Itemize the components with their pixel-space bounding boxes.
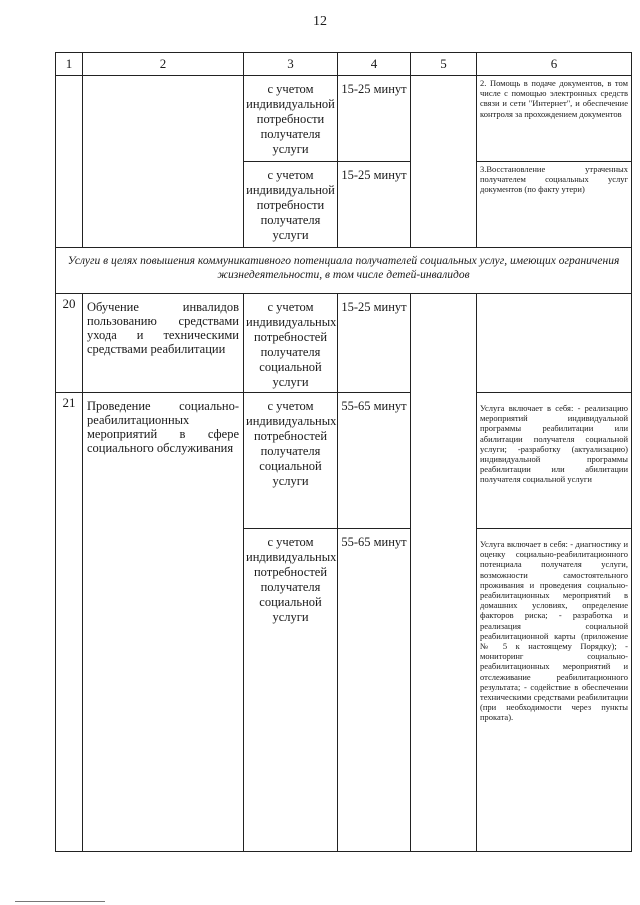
cell-description: Услуга включает в себя: - реализацию мероприятий индивидуальной программы реабилитации или абилитации получателя социальной услуги; -разработку (актуализацию) индивидуальной программы реабилитации или абилитации получателя социальной услуги (477, 393, 632, 529)
service-name: Проведение социально-реабилитационных мероприятий в сфере социального обслуживания (83, 393, 244, 852)
row-number: 21 (56, 393, 83, 852)
cell-col5-empty (411, 76, 477, 248)
cell-time: 55-65 минут (338, 529, 411, 852)
header-col-2: 2 (83, 53, 244, 76)
table-header-row (56, 53, 632, 76)
header-col-6: 6 (477, 53, 632, 76)
cell-duration-basis: с учетом индивидуальных потребностей получателя социальной услуги (244, 393, 338, 529)
header-col-5: 5 (411, 53, 477, 76)
service-name: Обучение инвалидов пользованию средствами ухода и техническими средствами реабилитации (83, 294, 244, 393)
cell-duration-basis: с учетом индивидуальных потребностей получателя социальной услуги (244, 294, 338, 393)
cell-time: 15-25 минут (338, 294, 411, 393)
cell-col5-empty (411, 294, 477, 852)
cell-description (477, 294, 632, 393)
cell-time: 15-25 минут (338, 76, 411, 162)
table-row (56, 294, 632, 393)
footer-divider (15, 901, 105, 902)
cell-duration-basis: с учетом индивидуальной потребности получателя услуги (244, 76, 338, 162)
cell-description: Услуга включает в себя: - диагностику и оценку социально-реабилитационного потенциала получателя услуги, возможности самостоятельного проживания и проведения социально-реабилитационных мероприятий в домашних условиях, определение факторов риска; - разработка и реализация социальной реабилитационной карты (приложение № 5 к настоящему Порядку); - мониторинг социально-реабилитационных мероприятий и отслеживание реабилитационного результата; - содействие в обеспечении техническими средствами реабилитации (при необходимости через пункты проката). (477, 529, 632, 852)
table-row (56, 76, 632, 162)
cell-duration-basis: с учетом индивидуальной потребности получателя услуги (244, 162, 338, 248)
section-title: Услуги в целях повышения коммуникативного потенциала получателей социальных услуг, имеющих ограничения жизнедеятельности, в том числе детей-инвалидов (56, 248, 632, 294)
row-number: 20 (56, 294, 83, 393)
table-row (56, 393, 632, 529)
cell-time: 15-25 минут (338, 162, 411, 248)
header-col-3: 3 (244, 53, 338, 76)
cell-duration-basis: с учетом индивидуальных потребностей получателя социальной услуги (244, 529, 338, 852)
section-row (56, 248, 632, 294)
header-col-4: 4 (338, 53, 411, 76)
cell-time: 55-65 минут (338, 393, 411, 529)
header-col-1: 1 (56, 53, 83, 76)
page-number: 12 (313, 14, 327, 29)
services-table (55, 52, 632, 852)
cell-description: 2. Помощь в подаче документов, в том числе с помощью электронных средств связи и сети "Интернет", и обеспечение контроля за прохождением документов (477, 76, 632, 162)
cell-num-empty (56, 76, 83, 248)
cell-description: 3.Восстановление утраченных получателем социальных услуг документов (по факту утери) (477, 162, 632, 248)
cell-name-empty (83, 76, 244, 248)
